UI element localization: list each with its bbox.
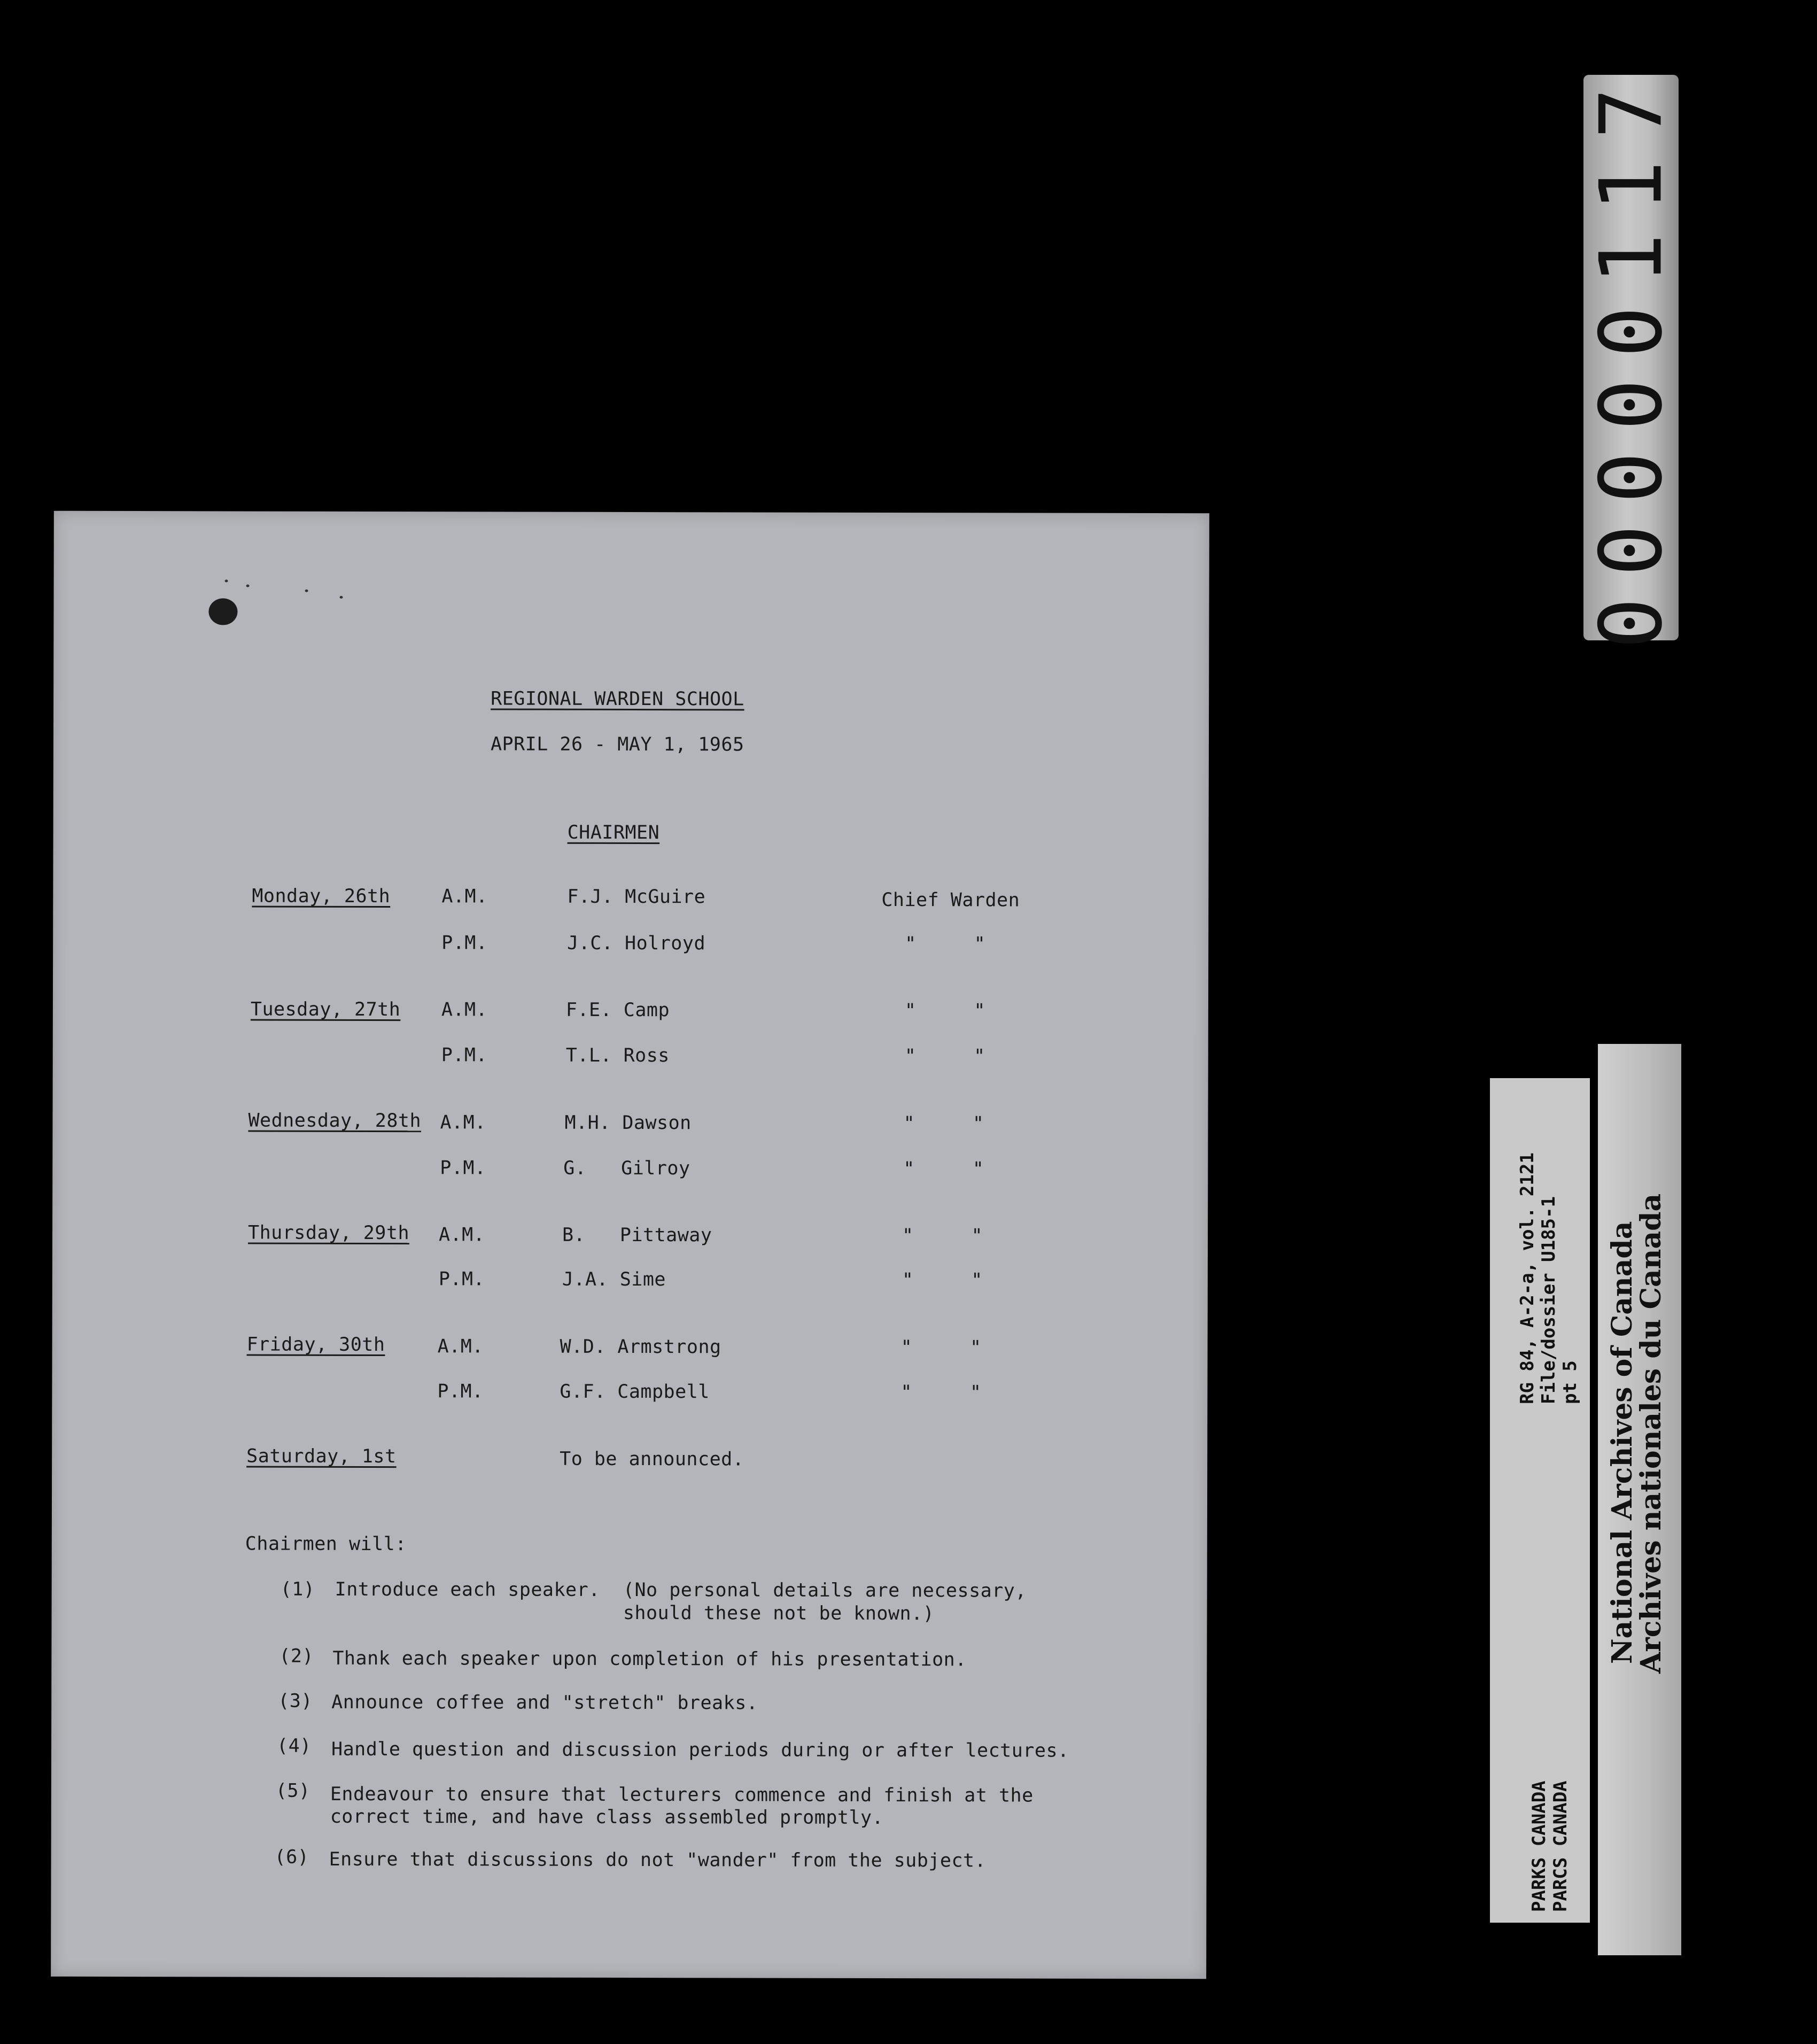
- schedule-period: A.M.: [437, 1336, 484, 1358]
- doc-title: REGIONAL WARDEN SCHOOL: [491, 688, 744, 710]
- speck: [246, 584, 250, 587]
- reference-line: File/dossier U185-1: [1538, 1196, 1559, 1404]
- schedule-title-ditto: " ": [904, 1000, 985, 1022]
- duty-text: Endeavour to ensure that lecturers commence and finish at the: [330, 1783, 1034, 1807]
- schedule-title-ditto: " ": [902, 1225, 983, 1247]
- schedule-period: A.M.: [438, 1224, 485, 1246]
- schedule-period: A.M.: [440, 1112, 486, 1134]
- agency-line: PARKS CANADA: [1528, 1780, 1550, 1912]
- doc-dates: APRIL 26 - MAY 1, 1965: [490, 733, 744, 756]
- schedule-title-ditto: " ": [900, 1337, 982, 1359]
- schedule-chairman: To be announced.: [560, 1448, 744, 1470]
- duty-number: (6): [274, 1846, 309, 1868]
- ink-blot: [208, 598, 237, 625]
- schedule-period: P.M.: [438, 1268, 485, 1290]
- schedule-title-ditto: " ": [903, 1158, 984, 1180]
- schedule-chairman: B. Pittaway: [562, 1224, 712, 1246]
- schedule-period: P.M.: [437, 1381, 484, 1403]
- frame-number: 00000117: [1581, 66, 1681, 649]
- schedule-title: Chief Warden: [881, 889, 1020, 911]
- duty-number: (2): [279, 1645, 314, 1667]
- frame-number-strip: [1581, 66, 1681, 649]
- duty-number: (3): [278, 1690, 313, 1712]
- agency-line: PARCS CANADA: [1550, 1780, 1571, 1912]
- schedule-day: Wednesday, 28th: [248, 1110, 422, 1132]
- duty-text: should these not be known.): [335, 1601, 935, 1625]
- document-page: [51, 511, 1209, 1979]
- duty-number: (5): [275, 1780, 310, 1802]
- schedule-day: Tuesday, 27th: [250, 998, 401, 1021]
- duty-text: Thank each speaker upon completion of his presentation.: [332, 1647, 967, 1671]
- speck: [305, 590, 308, 592]
- schedule-chairman: J.C. Holroyd: [567, 932, 706, 955]
- schedule-period: A.M.: [441, 886, 488, 908]
- schedule-period: A.M.: [441, 999, 488, 1021]
- archive-reference-label: [1490, 1078, 1590, 1923]
- duty-number: (4): [276, 1735, 312, 1757]
- speck: [225, 579, 228, 582]
- schedule-chairman: G. Gilroy: [563, 1157, 690, 1180]
- duty-text: Introduce each speaker. (No personal details are necessary,: [335, 1578, 1027, 1602]
- schedule-chairman: M.H. Dawson: [564, 1112, 692, 1134]
- schedule-chairman: W.D. Armstrong: [560, 1336, 721, 1358]
- schedule-day: Saturday, 1st: [246, 1445, 397, 1468]
- speck: [340, 596, 343, 599]
- reference-line: pt 5: [1559, 1360, 1581, 1404]
- schedule-chairman: F.J. McGuire: [567, 886, 706, 908]
- duties-heading: Chairmen will:: [245, 1533, 407, 1555]
- schedule-period: P.M.: [441, 932, 488, 954]
- institution-line: Archives nationales du Canada: [1635, 1193, 1667, 1674]
- institution-label: [1598, 1044, 1681, 1955]
- schedule-chairman: G.F. Campbell: [560, 1381, 710, 1403]
- duty-text: correct time, and have class assembled promptly.: [330, 1806, 884, 1829]
- schedule-day: Friday, 30th: [246, 1334, 385, 1356]
- schedule-chairman: T.L. Ross: [565, 1044, 670, 1067]
- schedule-chairman: J.A. Sime: [562, 1268, 666, 1291]
- schedule-title-ditto: " ": [904, 1046, 985, 1067]
- duty-text: Handle question and discussion periods during or after lectures.: [331, 1738, 1069, 1762]
- schedule-title-ditto: " ": [902, 1269, 983, 1291]
- duty-number: (1): [280, 1578, 315, 1600]
- duty-text: Ensure that discussions do not "wander" from the subject.: [329, 1848, 987, 1872]
- reference-line: RG 84, A-2-a, vol. 2121: [1517, 1152, 1538, 1404]
- section-heading: CHAIRMEN: [567, 822, 660, 844]
- schedule-period: P.M.: [440, 1157, 486, 1179]
- schedule-title-ditto: " ": [900, 1382, 982, 1404]
- institution-line: National Archives of Canada: [1606, 1221, 1639, 1664]
- schedule-period: P.M.: [441, 1044, 488, 1066]
- schedule-chairman: F.E. Camp: [565, 999, 670, 1021]
- schedule-day: Thursday, 29th: [248, 1222, 410, 1244]
- schedule-title-ditto: " ": [903, 1113, 984, 1135]
- schedule-day: Monday, 26th: [252, 885, 391, 908]
- schedule-title-ditto: " ": [905, 933, 986, 955]
- duty-text: Announce coffee and "stretch" breaks.: [331, 1691, 758, 1714]
